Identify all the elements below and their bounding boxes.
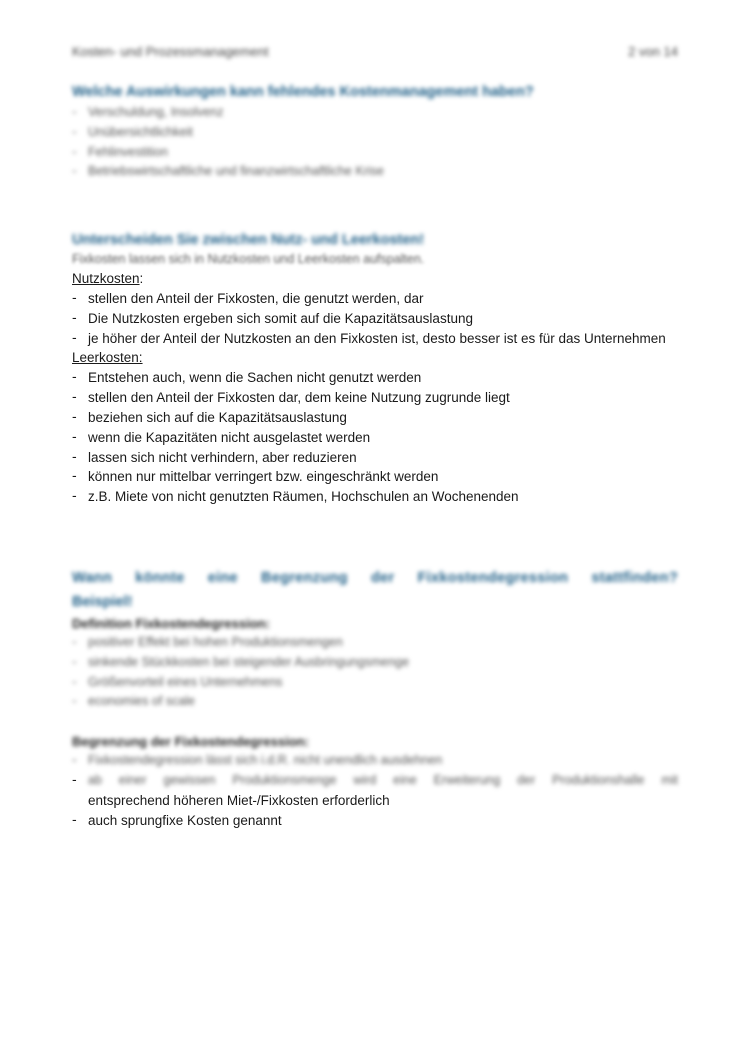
- list-item: - z.B. Miete von nicht genutzten Räumen, Hochschulen an Wochenenden: [72, 487, 678, 507]
- nutzkosten-list: [72, 289, 678, 348]
- list-item: - Größenvorteil eines Unternehmens: [72, 673, 678, 693]
- section-nutz-leerkosten: [72, 230, 678, 507]
- list-item: - stellen den Anteil der Fixkosten dar, dem keine Nutzung zugrunde liegt: [72, 388, 678, 408]
- leerkosten-label: Leerkosten:: [72, 350, 143, 366]
- list-item: - Die Nutzkosten ergeben sich somit auf die Kapazitätsauslastung: [72, 309, 678, 329]
- question-heading-2: Unterscheiden Sie zwischen Nutz- und Leerkosten!: [72, 232, 425, 248]
- leerkosten-list: [72, 368, 678, 507]
- limit-label: Begrenzung der Fixkostendegression:: [72, 734, 309, 750]
- limit-item-clear-line: entsprechend höheren Miet-/Fixkosten erforderlich: [88, 792, 390, 808]
- list-item: - können nur mittelbar verringert bzw. eingeschränkt werden: [72, 467, 678, 487]
- nutzkosten-colon: :: [139, 271, 144, 286]
- list-item: - Fixkostendegression lässt sich i.d.R. nicht unendlich ausdehnen: [72, 751, 678, 771]
- definition-label: Definition Fixkostendegression:: [72, 616, 270, 631]
- list-item: - sinkende Stückkosten bei steigender Ausbringungsmenge: [72, 653, 678, 673]
- list-item: - je höher der Anteil der Nutzkosten an den Fixkosten ist, desto besser ist es für das Unternehmen: [72, 329, 678, 349]
- list-item: - Verschuldung, Insolvenz: [72, 103, 678, 123]
- document-title: Kosten- und Prozessmanagement: [72, 44, 269, 59]
- list-item: - Betriebswirtschaftliche und finanzwirtschaftliche Krise: [72, 162, 678, 182]
- nutzkosten-label-text: Nutzkosten: [72, 271, 140, 286]
- list-item: - wenn die Kapazitäten nicht ausgelastet werden: [72, 428, 678, 448]
- limit-item-blurred-line: - ab einer gewissen Produktionsmenge wird eine Erweiterung der Produktionshalle mit: [88, 772, 678, 787]
- list-item: - Fehlinvestition: [72, 143, 678, 163]
- section-fixkostendegression: [72, 568, 678, 830]
- question-heading-3-line2: Beispiel!: [72, 594, 133, 610]
- list-item: [72, 771, 678, 811]
- question-heading-3: Wann könnte eine Begrenzung der Fixkostendegression stattfinden?: [72, 570, 678, 586]
- list-item: - Entstehen auch, wenn die Sachen nicht genutzt werden: [72, 368, 678, 388]
- list-item: - beziehen sich auf die Kapazitätsauslastung: [72, 408, 678, 428]
- list-item: - stellen den Anteil der Fixkosten, die genutzt werden, dar: [72, 289, 678, 309]
- section-consequences: [72, 82, 678, 182]
- list-item: - auch sprungfixe Kosten genannt: [72, 811, 678, 831]
- list-item: - economies of scale: [72, 692, 678, 712]
- limit-list: [72, 751, 678, 830]
- consequences-list: [72, 103, 678, 182]
- question-heading-1: Welche Auswirkungen kann fehlendes Kostenmanagement haben?: [72, 84, 534, 100]
- page-counter: 2 von 14: [628, 44, 678, 59]
- intro-text: Fixkosten lassen sich in Nutzkosten und Leerkosten aufspalten.: [72, 252, 425, 266]
- nutzkosten-label: [72, 269, 678, 289]
- list-item: - Unübersichtlichkeit: [72, 123, 678, 143]
- page-header: [72, 44, 678, 62]
- list-item: - positiver Effekt bei hohen Produktionsmengen: [72, 633, 678, 653]
- list-item: - lassen sich nicht verhindern, aber reduzieren: [72, 448, 678, 468]
- definition-list: [72, 633, 678, 712]
